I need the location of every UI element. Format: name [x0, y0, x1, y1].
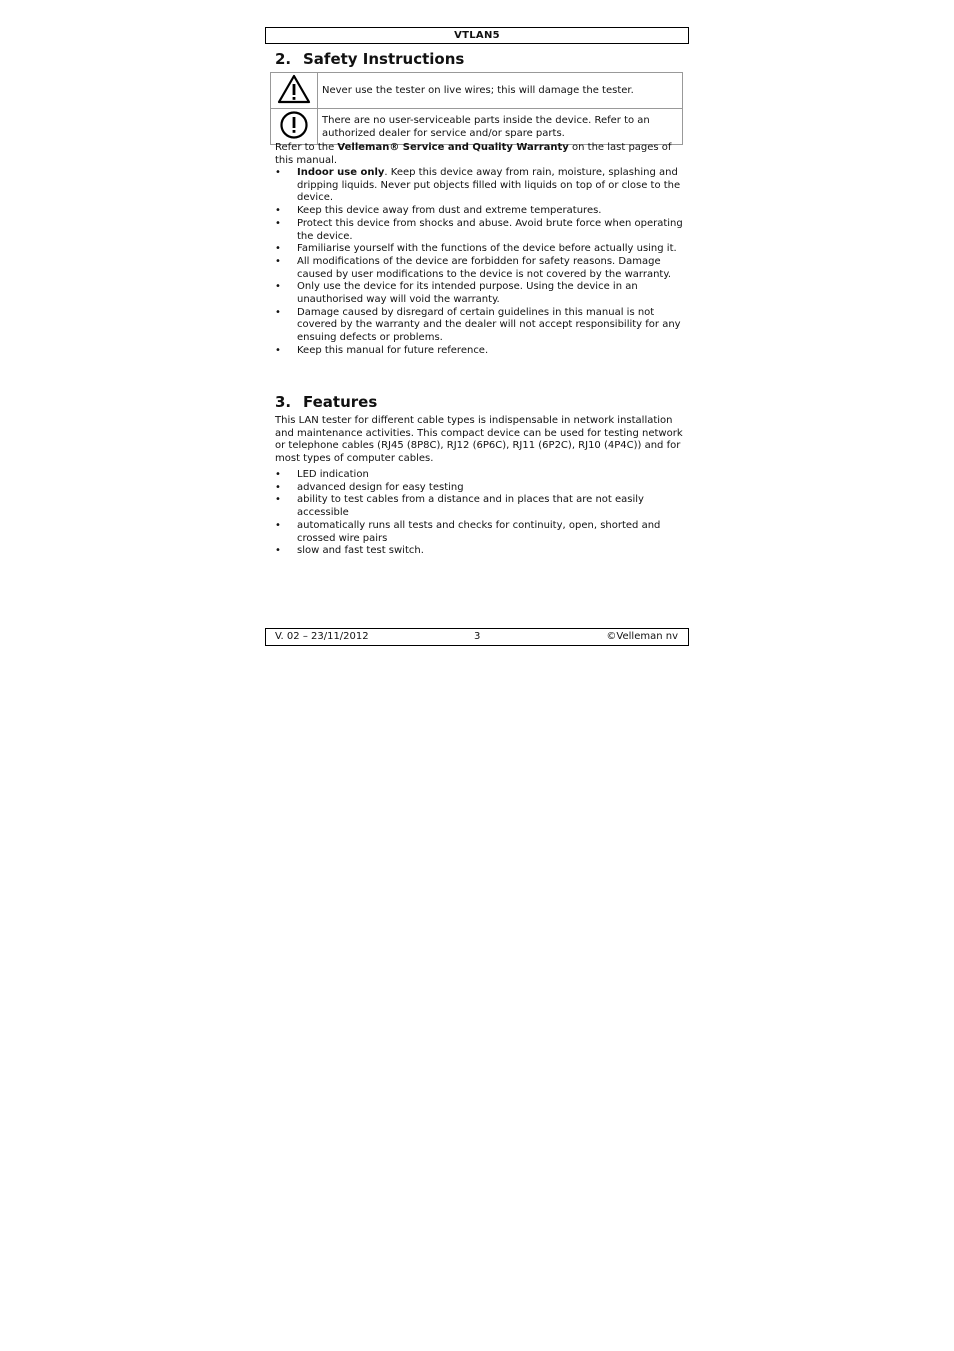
warning-text: There are no user-serviceable parts inside the device. Refer to an authorized dealer for service and/or spare parts. [318, 109, 683, 145]
version-date: V. 02 – 23/11/2012 [275, 631, 369, 642]
features-intro: This LAN tester for different cable types is indispensable in network installation and maintenance activities. This compact device can be used for testing network or telephone cables (RJ45 (8P8C), RJ12 (6P6C), RJ11 (6P2C), RJ10 (4P4C)) and for most types of computer cables. [275, 415, 683, 465]
warning-icon-cell [271, 109, 318, 145]
warning-text: Never use the tester on live wires; this will damage the tester. [318, 73, 683, 109]
list-item: • LED indication [275, 469, 683, 482]
list-item: • ability to test cables from a distance and in places that are not easily accessible [275, 494, 683, 519]
warning-row [271, 73, 683, 109]
refer-suffix: on the last pages of this manual. [275, 142, 672, 166]
list-item: • Only use the device for its intended purpose. Using the device in an unauthorised way will void the warranty. [275, 281, 683, 306]
page-footer [265, 628, 689, 646]
warning-icon-cell [271, 73, 318, 109]
warning-table [270, 72, 683, 145]
indoor-use-text: . Keep this device away from rain, moisture, splashing and dripping liquids. Never put objects filled with liquids on top of or close to the device. [297, 167, 681, 204]
list-item [275, 167, 683, 205]
warranty-link-text: Velleman® Service and Quality Warranty [337, 142, 569, 153]
safety-bullet-list [275, 167, 683, 358]
list-item: • Protect this device from shocks and abuse. Avoid brute force when operating the device. [275, 218, 683, 243]
list-item: • Keep this manual for future reference. [275, 345, 683, 358]
list-item: • automatically runs all tests and checks for continuity, open, shorted and crossed wire pairs [275, 520, 683, 545]
warranty-reference [275, 142, 683, 167]
list-item: • Damage caused by disregard of certain guidelines in this manual is not covered by the warranty and the dealer will not accept responsibility for any ensuing defects or problems. [275, 307, 683, 345]
manual-page [265, 27, 689, 642]
list-item: • slow and fast test switch. [275, 545, 683, 558]
warning-triangle-icon [277, 74, 311, 104]
page-header [265, 27, 689, 44]
safety-section-title: Safety Instructions [303, 50, 465, 68]
warning-row [271, 109, 683, 145]
list-item: • advanced design for easy testing [275, 482, 683, 495]
list-item: • Keep this device away from dust and extreme temperatures. [275, 205, 683, 218]
safety-heading [275, 50, 464, 68]
model-name: VTLAN5 [454, 30, 500, 41]
features-heading [275, 393, 377, 411]
features-section-number: 3. [275, 393, 292, 411]
exclamation-circle-icon [279, 110, 309, 140]
page-number: 3 [474, 631, 481, 642]
features-section-title: Features [303, 393, 378, 411]
refer-prefix: Refer to the [275, 142, 338, 153]
safety-section-number: 2. [275, 50, 292, 68]
copyright: ©Velleman nv [606, 631, 678, 642]
indoor-use-label: Indoor use only [297, 167, 385, 178]
features-bullet-list [275, 469, 683, 558]
list-item: • Familiarise yourself with the functions of the device before actually using it. [275, 243, 683, 256]
list-item: • All modifications of the device are forbidden for safety reasons. Damage caused by user modifications to the device is not covered by the warranty. [275, 256, 683, 281]
